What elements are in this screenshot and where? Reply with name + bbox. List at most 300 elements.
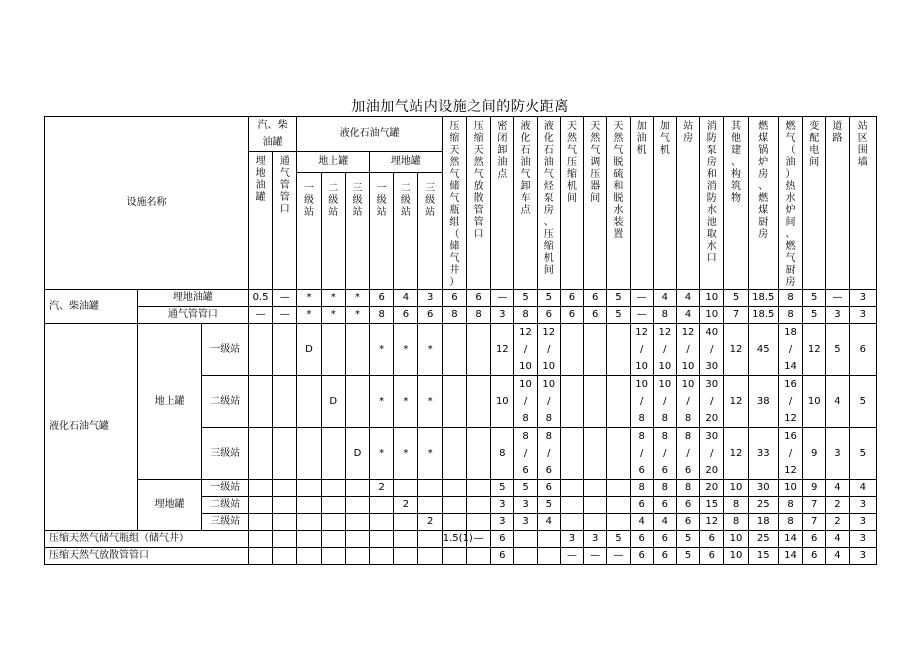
table-cell: 16 / 12 bbox=[778, 428, 802, 480]
header-facility-4: 液 化 石 油 气 卸 车 点 bbox=[514, 117, 537, 290]
table-cell: 5 bbox=[607, 290, 630, 307]
table-cell: 10 bbox=[724, 480, 748, 497]
row-label-grade-1: 一级站 bbox=[202, 480, 248, 497]
table-cell bbox=[514, 531, 537, 548]
table-cell: 38 bbox=[748, 376, 778, 428]
table-cell: 4 bbox=[826, 531, 849, 548]
table-cell bbox=[584, 514, 607, 531]
table-cell: 10 bbox=[724, 531, 748, 548]
table-cell: 8 bbox=[778, 514, 802, 531]
header-facility-15: 燃 气 （ 油 ） 热 水 炉 间 、 燃 气 厨 房 bbox=[778, 117, 802, 290]
table-cell: 14 bbox=[778, 531, 802, 548]
table-cell bbox=[607, 514, 630, 531]
table-cell: 8 bbox=[724, 514, 748, 531]
table-cell: 6 bbox=[653, 497, 676, 514]
table-cell: 8 bbox=[653, 307, 676, 324]
table-cell bbox=[297, 548, 321, 565]
table-cell: 5 bbox=[803, 307, 826, 324]
table-cell bbox=[321, 480, 345, 497]
table-cell bbox=[345, 324, 369, 376]
table-cell: 10 bbox=[700, 307, 724, 324]
row-group-lpg-buried: 埋地罐 bbox=[137, 480, 202, 531]
table-cell: 8 bbox=[778, 497, 802, 514]
table-cell: 1.5(1) bbox=[442, 531, 466, 548]
table-cell: 8 bbox=[466, 307, 490, 324]
table-cell: 3 bbox=[584, 531, 607, 548]
header-facility-8: 天 然 气 脱 硫 和 脱 水 装 置 bbox=[607, 117, 630, 290]
table-cell: 3 bbox=[491, 307, 514, 324]
table-cell bbox=[345, 548, 369, 565]
header-oil-buried: 埋 地 油 罐 bbox=[248, 152, 272, 290]
table-cell: * bbox=[394, 324, 418, 376]
table-cell bbox=[418, 531, 442, 548]
table-cell: — bbox=[491, 290, 514, 307]
table-cell: 2 bbox=[418, 514, 442, 531]
table-cell: — bbox=[630, 290, 653, 307]
table-cell: 5 bbox=[724, 290, 748, 307]
table-cell: 25 bbox=[748, 531, 778, 548]
table-cell: 4 bbox=[537, 514, 560, 531]
table-cell bbox=[442, 376, 466, 428]
table-cell: 8 bbox=[724, 497, 748, 514]
table-cell: 6 bbox=[630, 548, 653, 565]
row-label-grade-3: 三级站 bbox=[202, 428, 248, 480]
table-cell: 8 / 6 bbox=[630, 428, 653, 480]
table-cell: 2 bbox=[370, 480, 394, 497]
header-facility-10: 加 气 机 bbox=[653, 117, 676, 290]
table-cell bbox=[607, 376, 630, 428]
table-cell bbox=[273, 480, 297, 497]
table-cell bbox=[297, 531, 321, 548]
table-cell: 12 bbox=[700, 514, 724, 531]
header-grade: 一 级 站 bbox=[297, 173, 321, 290]
table-cell bbox=[273, 497, 297, 514]
table-cell bbox=[466, 497, 490, 514]
table-cell: 5 bbox=[676, 548, 699, 565]
table-cell bbox=[418, 497, 442, 514]
table-cell: 40 / 30 bbox=[700, 324, 724, 376]
table-cell: — bbox=[584, 548, 607, 565]
table-cell: 7 bbox=[803, 497, 826, 514]
table-cell bbox=[248, 497, 272, 514]
table-cell bbox=[248, 480, 272, 497]
table-cell bbox=[273, 324, 297, 376]
table-cell: 8 bbox=[370, 307, 394, 324]
table-cell: 8 bbox=[778, 290, 802, 307]
table-cell: 4 bbox=[849, 480, 876, 497]
table-cell: 25 bbox=[748, 497, 778, 514]
table-cell bbox=[442, 324, 466, 376]
table-cell bbox=[370, 497, 394, 514]
table-cell bbox=[394, 514, 418, 531]
table-cell bbox=[248, 324, 272, 376]
table-cell bbox=[584, 324, 607, 376]
table-cell bbox=[418, 480, 442, 497]
table-cell: 8 bbox=[514, 307, 537, 324]
row-label-cng-vent: 压缩天然气放散管管口 bbox=[45, 548, 249, 565]
table-cell: 4 bbox=[653, 514, 676, 531]
table-cell: 10 / 8 bbox=[537, 376, 560, 428]
table-cell: 5 bbox=[514, 290, 537, 307]
table-cell: * bbox=[370, 428, 394, 480]
table-cell: 3 bbox=[826, 428, 849, 480]
table-cell bbox=[321, 497, 345, 514]
table-cell: * bbox=[370, 324, 394, 376]
table-cell: 8 bbox=[778, 307, 802, 324]
table-cell: 6 bbox=[466, 290, 490, 307]
table-cell: 18 bbox=[748, 514, 778, 531]
table-cell: * bbox=[345, 290, 369, 307]
table-cell: 3 bbox=[849, 307, 876, 324]
table-cell bbox=[370, 514, 394, 531]
table-cell: 18 / 14 bbox=[778, 324, 802, 376]
table-cell: 5 bbox=[607, 531, 630, 548]
table-cell: 5 bbox=[676, 531, 699, 548]
table-cell: * bbox=[394, 376, 418, 428]
table-cell bbox=[607, 480, 630, 497]
table-cell bbox=[248, 376, 272, 428]
header-facility-5: 液 化 石 油 气 烃 泵 房 、 压 缩 机 间 bbox=[537, 117, 560, 290]
table-cell bbox=[442, 548, 466, 565]
table-cell: 3 bbox=[514, 514, 537, 531]
table-cell: 3 bbox=[491, 497, 514, 514]
table-cell: 12 bbox=[803, 324, 826, 376]
table-cell bbox=[560, 480, 583, 497]
header-facility-1: 压 缩 天 然 气 储 气 瓶 组 （ 储 气 井 ） bbox=[442, 117, 466, 290]
table-cell: 8 / 6 bbox=[676, 428, 699, 480]
table-cell: 15 bbox=[748, 548, 778, 565]
table-cell: — bbox=[607, 548, 630, 565]
table-cell: 12 bbox=[724, 376, 748, 428]
table-cell bbox=[560, 497, 583, 514]
table-cell: 3 bbox=[849, 290, 876, 307]
table-cell: 4 bbox=[826, 480, 849, 497]
table-cell: 7 bbox=[724, 307, 748, 324]
header-grade: 一 级 站 bbox=[370, 173, 394, 290]
table-cell: 8 bbox=[653, 480, 676, 497]
table-cell: 6 bbox=[803, 531, 826, 548]
table-cell: 6 bbox=[653, 531, 676, 548]
table-cell bbox=[394, 480, 418, 497]
table-cell: 6 bbox=[676, 497, 699, 514]
header-facility-16: 变 配 电 间 bbox=[803, 117, 826, 290]
header-facility-17: 道 路 bbox=[826, 117, 849, 290]
header-grade: 二 级 站 bbox=[321, 173, 345, 290]
table-cell bbox=[345, 497, 369, 514]
table-cell: D bbox=[297, 324, 321, 376]
table-cell bbox=[273, 514, 297, 531]
header-grade: 二 级 站 bbox=[394, 173, 418, 290]
table-cell: 12 / 10 bbox=[537, 324, 560, 376]
table-cell bbox=[537, 548, 560, 565]
table-cell: 5 bbox=[491, 480, 514, 497]
header-facility-2: 压 缩 天 然 气 放 散 管 管 口 bbox=[466, 117, 490, 290]
table-cell: — bbox=[630, 307, 653, 324]
table-cell bbox=[248, 531, 272, 548]
table-cell bbox=[514, 548, 537, 565]
row-label-cng-bottle: 压缩天然气储气瓶组（储气井） bbox=[45, 531, 249, 548]
table-cell: 33 bbox=[748, 428, 778, 480]
table-cell: 4 bbox=[676, 290, 699, 307]
table-cell: 3 bbox=[826, 307, 849, 324]
table-cell bbox=[345, 531, 369, 548]
table-cell bbox=[584, 480, 607, 497]
table-cell: 3 bbox=[560, 531, 583, 548]
table-cell: 14 bbox=[778, 548, 802, 565]
table-cell: 3 bbox=[849, 497, 876, 514]
row-group-lpg: 液化石油气罐 bbox=[45, 324, 138, 531]
table-cell: 10 bbox=[724, 548, 748, 565]
table-cell: 3 bbox=[849, 531, 876, 548]
table-cell bbox=[466, 548, 490, 565]
table-cell: 12 / 10 bbox=[514, 324, 537, 376]
table-cell bbox=[442, 428, 466, 480]
table-cell: 4 bbox=[630, 514, 653, 531]
table-cell: 8 bbox=[676, 480, 699, 497]
table-cell bbox=[560, 428, 583, 480]
header-facility-9: 加 油 机 bbox=[630, 117, 653, 290]
table-cell: * bbox=[321, 307, 345, 324]
row-group-oil: 汽、柴油罐 bbox=[45, 290, 138, 324]
table-cell: 6 bbox=[537, 307, 560, 324]
table-cell bbox=[560, 376, 583, 428]
header-facility-12: 消 防 泵 房 和 消 防 水 池 取 水 口 bbox=[700, 117, 724, 290]
table-cell: 5 bbox=[514, 480, 537, 497]
table-cell bbox=[560, 514, 583, 531]
table-cell bbox=[394, 531, 418, 548]
page-title: 加油加气站内设施之间的防火距离 bbox=[351, 99, 569, 115]
table-cell bbox=[537, 531, 560, 548]
table-cell bbox=[607, 497, 630, 514]
table-cell: 6 bbox=[491, 531, 514, 548]
table-cell bbox=[584, 428, 607, 480]
table-cell: 8 / 6 bbox=[537, 428, 560, 480]
table-cell: 3 bbox=[849, 548, 876, 565]
table-cell bbox=[345, 514, 369, 531]
table-cell: 9 bbox=[803, 480, 826, 497]
table-cell bbox=[273, 428, 297, 480]
fire-distance-table bbox=[44, 116, 877, 565]
table-cell: 2 bbox=[394, 497, 418, 514]
header-grade: 三 级 站 bbox=[345, 173, 369, 290]
table-cell: 12 bbox=[724, 428, 748, 480]
table-cell: — bbox=[826, 290, 849, 307]
table-cell: 30 bbox=[748, 480, 778, 497]
header-oil-vent: 通 气 管 管 口 bbox=[273, 152, 297, 290]
table-cell: 5 bbox=[826, 324, 849, 376]
row-label-grade-3: 三级站 bbox=[202, 514, 248, 531]
table-cell: 2 bbox=[826, 514, 849, 531]
table-cell: 5 bbox=[537, 497, 560, 514]
table-cell: * bbox=[418, 324, 442, 376]
header-facility-13: 其 他 建 、 构 筑 物 bbox=[724, 117, 748, 290]
table-cell bbox=[297, 428, 321, 480]
table-cell: 12 bbox=[491, 324, 514, 376]
table-cell: 6 bbox=[370, 290, 394, 307]
table-cell: 4 bbox=[394, 290, 418, 307]
table-cell: 6 bbox=[849, 324, 876, 376]
table-cell: 10 bbox=[778, 480, 802, 497]
table-cell: * bbox=[297, 307, 321, 324]
header-lpg-above: 地上罐 bbox=[297, 152, 370, 173]
table-cell: 15 bbox=[700, 497, 724, 514]
table-cell: * bbox=[418, 376, 442, 428]
table-cell: — bbox=[273, 290, 297, 307]
row-group-lpg-above: 地上罐 bbox=[137, 324, 202, 480]
table-cell bbox=[248, 514, 272, 531]
table-cell: 3 bbox=[418, 290, 442, 307]
table-cell: 6 bbox=[630, 497, 653, 514]
table-cell: 6 bbox=[630, 531, 653, 548]
table-cell bbox=[273, 548, 297, 565]
table-cell bbox=[607, 428, 630, 480]
table-cell bbox=[442, 480, 466, 497]
row-label-oil-buried: 埋地油罐 bbox=[137, 290, 248, 307]
table-cell: 0.5 bbox=[248, 290, 272, 307]
table-cell bbox=[297, 514, 321, 531]
table-cell: 18.5 bbox=[748, 307, 778, 324]
header-oil-tanks: 汽、柴油罐 bbox=[248, 117, 296, 152]
table-cell: 5 bbox=[849, 428, 876, 480]
table-cell: 6 bbox=[560, 290, 583, 307]
table-cell: 6 bbox=[700, 531, 724, 548]
header-facility-6: 天 然 气 压 缩 机 间 bbox=[560, 117, 583, 290]
table-cell bbox=[345, 376, 369, 428]
table-cell: D bbox=[345, 428, 369, 480]
table-cell: 4 bbox=[826, 548, 849, 565]
header-facility-11: 站 房 bbox=[676, 117, 699, 290]
table-cell: * bbox=[370, 376, 394, 428]
table-cell: 10 / 8 bbox=[653, 376, 676, 428]
table-cell: — bbox=[273, 307, 297, 324]
table-cell: — bbox=[248, 307, 272, 324]
table-cell bbox=[466, 376, 490, 428]
table-cell: 6 bbox=[803, 548, 826, 565]
table-cell: * bbox=[418, 428, 442, 480]
table-cell bbox=[248, 548, 272, 565]
table-cell bbox=[273, 376, 297, 428]
table-cell bbox=[394, 548, 418, 565]
table-cell: 10 / 8 bbox=[676, 376, 699, 428]
table-cell: 2 bbox=[826, 497, 849, 514]
table-cell bbox=[297, 497, 321, 514]
table-cell bbox=[584, 497, 607, 514]
table-cell bbox=[370, 531, 394, 548]
header-facility-18: 站 区 围 墙 bbox=[849, 117, 876, 290]
header-facility-7: 天 然 气 调 压 器 间 bbox=[584, 117, 607, 290]
table-cell: 10 bbox=[700, 290, 724, 307]
table-cell bbox=[273, 531, 297, 548]
table-cell: 8 bbox=[442, 307, 466, 324]
table-cell: 12 / 10 bbox=[676, 324, 699, 376]
table-cell: D bbox=[321, 376, 345, 428]
table-cell: 6 bbox=[394, 307, 418, 324]
table-cell: 8 bbox=[630, 480, 653, 497]
table-cell: * bbox=[345, 307, 369, 324]
header-lpg-buried: 埋地罐 bbox=[370, 152, 443, 173]
table-cell: — bbox=[466, 531, 490, 548]
table-cell bbox=[321, 531, 345, 548]
table-cell: 5 bbox=[607, 307, 630, 324]
table-cell bbox=[584, 376, 607, 428]
table-cell: 5 bbox=[803, 290, 826, 307]
table-cell: 4 bbox=[676, 307, 699, 324]
table-cell: * bbox=[297, 290, 321, 307]
table-cell: 6 bbox=[584, 290, 607, 307]
table-cell bbox=[466, 480, 490, 497]
table-cell: 30 / 20 bbox=[700, 376, 724, 428]
header-facility-14: 燃 煤 锅 炉 房 、 燃 煤 厨 房 bbox=[748, 117, 778, 290]
row-label-oil-vent: 通气管管口 bbox=[137, 307, 248, 324]
table-cell: 6 bbox=[537, 480, 560, 497]
header-lpg-tanks: 液化石油气罐 bbox=[297, 117, 442, 152]
table-cell: 12 bbox=[724, 324, 748, 376]
table-cell: 5 bbox=[537, 290, 560, 307]
table-cell bbox=[442, 514, 466, 531]
row-label-grade-2: 二级站 bbox=[202, 376, 248, 428]
table-cell bbox=[466, 324, 490, 376]
table-cell: 3 bbox=[849, 514, 876, 531]
table-cell: 6 bbox=[491, 548, 514, 565]
table-cell: 10 / 8 bbox=[630, 376, 653, 428]
row-label-grade-2: 二级站 bbox=[202, 497, 248, 514]
table-cell: 6 bbox=[700, 548, 724, 565]
table-cell bbox=[607, 324, 630, 376]
table-cell bbox=[466, 514, 490, 531]
table-cell bbox=[321, 548, 345, 565]
table-cell bbox=[466, 428, 490, 480]
table-cell: 10 bbox=[491, 376, 514, 428]
table-cell bbox=[345, 480, 369, 497]
table-cell: 45 bbox=[748, 324, 778, 376]
table-cell: 10 bbox=[803, 376, 826, 428]
table-cell: 6 bbox=[560, 307, 583, 324]
table-cell bbox=[370, 548, 394, 565]
table-cell: 18.5 bbox=[748, 290, 778, 307]
table-cell: 4 bbox=[826, 376, 849, 428]
table-cell: 5 bbox=[849, 376, 876, 428]
header-facility-3: 密 闭 卸 油 点 bbox=[491, 117, 514, 290]
table-cell: 4 bbox=[653, 290, 676, 307]
corner-header: 设施名称 bbox=[45, 117, 249, 290]
table-cell: 16 / 12 bbox=[778, 376, 802, 428]
table-cell bbox=[321, 514, 345, 531]
table-cell: 7 bbox=[803, 514, 826, 531]
table-cell: 20 bbox=[700, 480, 724, 497]
row-label-grade-1: 一级站 bbox=[202, 324, 248, 376]
table-cell: 6 bbox=[442, 290, 466, 307]
table-cell: 8 / 6 bbox=[514, 428, 537, 480]
table-cell: * bbox=[394, 428, 418, 480]
table-cell bbox=[248, 428, 272, 480]
table-cell: 8 / 6 bbox=[653, 428, 676, 480]
table-cell: 12 / 10 bbox=[630, 324, 653, 376]
table-cell: 6 bbox=[653, 548, 676, 565]
table-cell: * bbox=[321, 290, 345, 307]
table-cell bbox=[560, 324, 583, 376]
table-cell bbox=[442, 497, 466, 514]
table-cell: 9 bbox=[803, 428, 826, 480]
table-cell: 6 bbox=[676, 514, 699, 531]
table-cell: 6 bbox=[418, 307, 442, 324]
table-cell: 10 / 8 bbox=[514, 376, 537, 428]
table-cell bbox=[418, 548, 442, 565]
table-cell bbox=[297, 376, 321, 428]
table-cell: 8 bbox=[491, 428, 514, 480]
table-cell: 6 bbox=[584, 307, 607, 324]
table-cell: 3 bbox=[514, 497, 537, 514]
table-cell bbox=[297, 480, 321, 497]
